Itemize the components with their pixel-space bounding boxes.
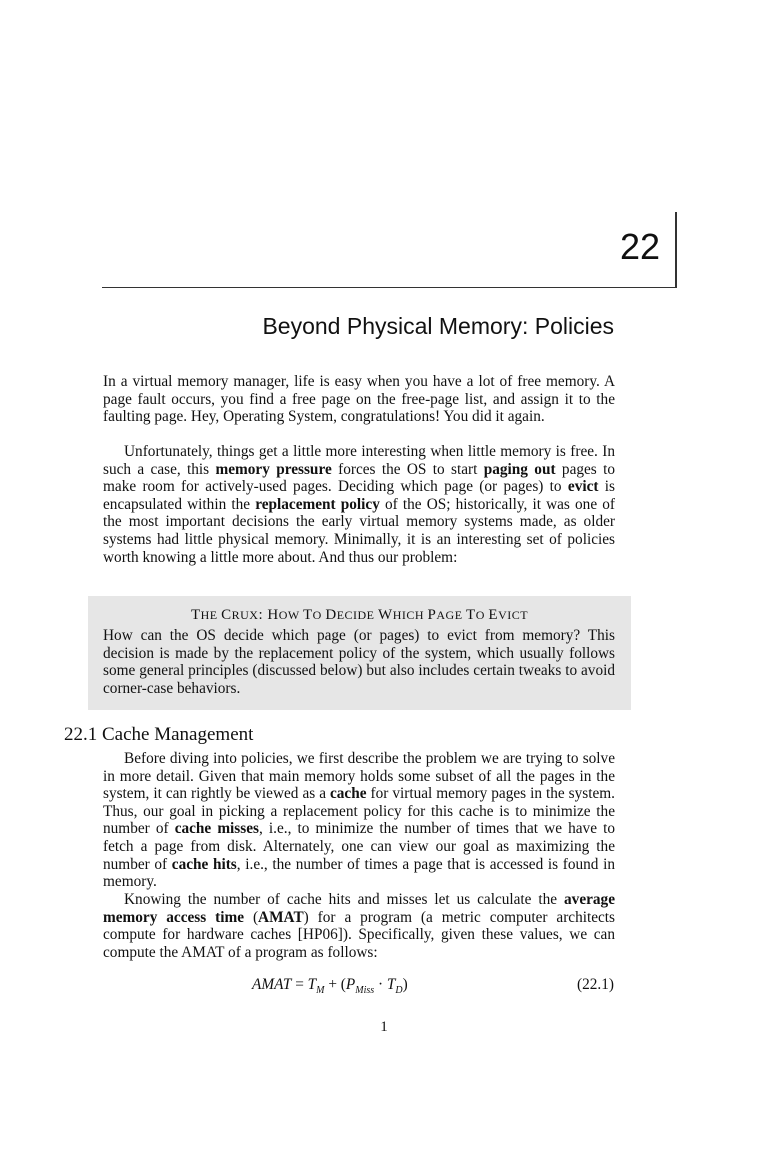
section-paragraph-2 bbox=[103, 891, 615, 961]
crux-title-part: W bbox=[378, 607, 393, 623]
text-run: for virtual memory pages in the system. Thus, our goal in picking a replacement policy for this cache is to minimize the number of bbox=[103, 785, 615, 838]
crux-title-part: P bbox=[427, 607, 437, 623]
equation-subscript: Miss bbox=[355, 985, 375, 997]
crux-title-part: T bbox=[190, 607, 201, 623]
text-run: Before diving into policies, we first describe the problem we are trying to solve in more detail. Given that main memory holds some subset of all the pages in the system, it can rightly be viewed as a bbox=[103, 750, 615, 803]
crux-title-part: T bbox=[466, 607, 476, 623]
crux-title-part: O bbox=[475, 608, 489, 622]
text-run: Knowing the number of cache hits and misses let us calculate the bbox=[124, 891, 565, 908]
equation bbox=[0, 974, 768, 998]
text-run: of the OS; historically, it was one of the most important decisions the early virtual memory systems made, as older systems had little physical memory. Minimally, it is an interesting set of policies worth knowing a little more about. And thus our problem: bbox=[103, 495, 615, 566]
text-run: forces the OS to start bbox=[331, 460, 484, 478]
chapter-vertical-rule bbox=[675, 212, 677, 288]
term-memory-pressure: memory pressure bbox=[215, 460, 332, 478]
crux-body: How can the OS decide which page (or pages) to evict from memory? This decision is made by the replacement policy of the system, which usually follows some general principles (discussed below) but also includes certain tweaks to avoid corner-case behaviors. bbox=[103, 627, 615, 697]
text-run: , i.e., to minimize the number of times that we have to fetch a page from disk. Alternately, one can view our goal as maximizing the number of bbox=[103, 820, 615, 873]
equation-lhs: AMAT bbox=[252, 976, 292, 993]
crux-title-part: OW bbox=[278, 608, 303, 622]
term-cache-hits: cache hits bbox=[171, 855, 237, 873]
crux-title bbox=[88, 607, 631, 624]
term-paging-out: paging out bbox=[483, 460, 556, 478]
equation-term: P bbox=[345, 976, 356, 993]
crux-title-part: VICT bbox=[498, 608, 529, 622]
crux-title-part: RUX bbox=[231, 608, 259, 622]
term-average-memory-access-time: average memory access time bbox=[103, 891, 615, 926]
intro-paragraph-1: In a virtual memory manager, life is easy when you have a lot of free memory. A page fault occurs, you find a free page on the free-page list, and assign it to the faulting page. Hey, Operating System, congratulations! You did it again. bbox=[103, 373, 615, 426]
crux-title-part: E bbox=[488, 607, 499, 623]
term-cache-misses: cache misses bbox=[174, 820, 259, 838]
crux-title-part: HICH bbox=[392, 608, 428, 622]
text-run: pages to make room for actively-used pages. Deciding which page (or pages) to bbox=[103, 460, 615, 496]
equation-term: T bbox=[386, 976, 396, 993]
equation-term: T bbox=[307, 976, 317, 993]
text-run: ( bbox=[244, 908, 259, 926]
equation-subscript: D bbox=[395, 985, 403, 997]
crux-title-part: C bbox=[221, 607, 232, 623]
term-replacement-policy: replacement policy bbox=[255, 495, 380, 513]
text-run: ) for a program (a metric computer architects compute for hardware caches [HP06]). Specifically, given these values, we can compute the AMAT of a program as follows: bbox=[103, 908, 616, 961]
term-evict: evict bbox=[567, 478, 599, 496]
crux-title-part: O bbox=[312, 608, 326, 622]
equation-operator: · bbox=[374, 976, 387, 993]
page-number: 1 bbox=[380, 1019, 388, 1035]
term-amat: AMAT bbox=[258, 908, 304, 926]
crux-title-part: D bbox=[325, 607, 337, 623]
crux-box bbox=[88, 596, 631, 710]
text-run: Unfortunately, things get a little more interesting when little memory is free. In such a case, this bbox=[103, 443, 615, 478]
equation-equals: = bbox=[291, 976, 308, 993]
crux-title-part: AGE bbox=[436, 608, 467, 622]
equation-operator: + ( bbox=[324, 976, 346, 993]
equation-subscript: M bbox=[316, 985, 325, 997]
text-run: is encapsulated within the bbox=[103, 478, 616, 513]
equation-number: (22.1) bbox=[577, 976, 614, 993]
term-cache: cache bbox=[329, 785, 367, 803]
equation-body bbox=[252, 976, 408, 996]
crux-title-part: : H bbox=[258, 607, 279, 623]
chapter-title: Beyond Physical Memory: Policies bbox=[262, 313, 614, 339]
crux-title-part: ECIDE bbox=[336, 608, 379, 622]
section-heading: 22.1 Cache Management bbox=[64, 724, 254, 745]
crux-title-part: T bbox=[303, 607, 313, 623]
crux-title-part: HE bbox=[200, 608, 222, 622]
section-paragraph-1 bbox=[103, 750, 615, 891]
equation-operator: ) bbox=[402, 976, 408, 993]
chapter-horizontal-rule bbox=[102, 287, 677, 288]
text-run: , i.e., the number of times a page that is accessed is found in memory. bbox=[103, 855, 615, 891]
chapter-number: 22 bbox=[619, 226, 660, 267]
intro-paragraph-2 bbox=[103, 443, 615, 566]
